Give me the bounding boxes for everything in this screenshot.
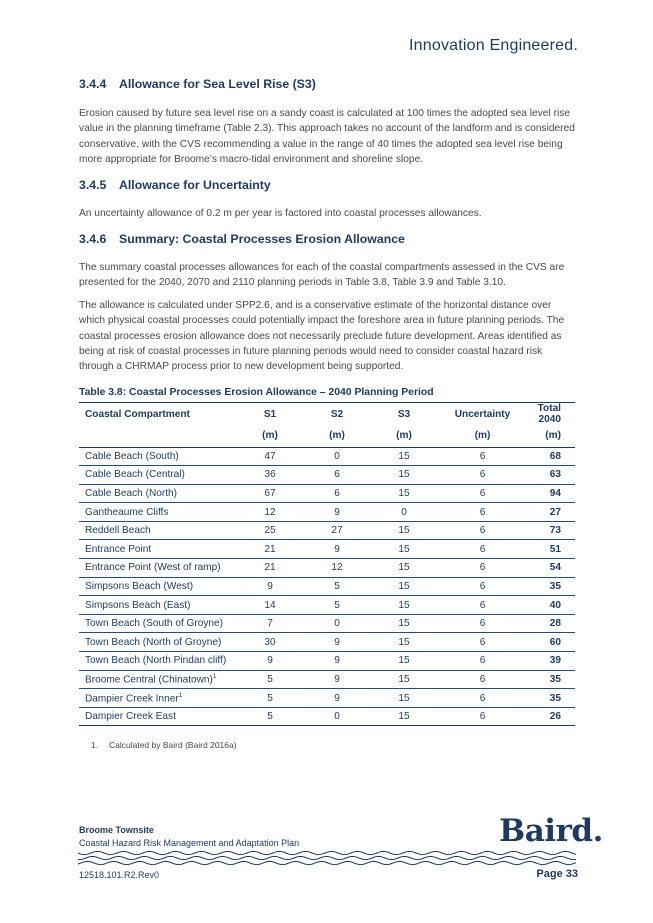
uncertainty-cell-text: 6 — [479, 487, 486, 499]
compartment-cell-text: Simpsons Beach (West) — [85, 580, 194, 592]
total-cell-text: 27 — [549, 506, 561, 518]
uncertainty-cell — [440, 503, 525, 522]
s3-cell-text: 15 — [398, 655, 410, 667]
s2-cell — [306, 540, 368, 559]
s1-cell-text: 5 — [267, 673, 273, 685]
s3-cell — [368, 633, 440, 652]
s2-cell — [306, 707, 368, 726]
s3-cell-text: 15 — [398, 673, 410, 685]
s3-cell — [368, 466, 440, 485]
s1-cell — [234, 540, 306, 559]
column-header: S2 — [330, 408, 344, 420]
total-cell — [525, 689, 575, 708]
s2-cell-text: 9 — [334, 673, 340, 685]
s1-cell — [234, 689, 306, 708]
table-header-row — [79, 403, 575, 426]
s3-cell — [368, 540, 440, 559]
s3-cell-text: 15 — [398, 618, 410, 630]
s2-cell-text: 9 — [334, 692, 340, 704]
s2-cell — [306, 689, 368, 708]
s1-cell-text: 36 — [264, 469, 276, 481]
s1-cell — [234, 614, 306, 633]
uncertainty-cell — [440, 540, 525, 559]
s1-cell-text: 9 — [267, 580, 273, 592]
s2-cell-text: 5 — [334, 580, 340, 592]
footnote-number: 1. — [91, 740, 99, 750]
footnote-marker: 1 — [212, 673, 217, 681]
total-cell — [525, 503, 575, 522]
uncertainty-cell — [440, 466, 525, 485]
s3-cell-text: 15 — [398, 580, 410, 592]
s2-cell — [306, 521, 368, 540]
s2-cell — [306, 559, 368, 578]
uncertainty-cell — [440, 707, 525, 726]
compartment-cell-text: Dampier Creek East — [85, 711, 176, 723]
uncertainty-cell-text: 6 — [479, 450, 486, 462]
s2-cell — [306, 484, 368, 503]
uncertainty-cell — [440, 559, 525, 578]
footnote-text: Calculated by Baird (Baird 2016a) — [109, 740, 237, 750]
compartment-cell — [79, 484, 234, 503]
uncertainty-cell — [440, 614, 525, 633]
s3-cell-text: 15 — [398, 711, 410, 723]
total-cell-text: 73 — [549, 525, 561, 537]
total-cell-text: 63 — [549, 469, 561, 481]
compartment-cell — [79, 521, 234, 540]
footer-document-title: Coastal Hazard Risk Management and Adaptation Plan — [79, 838, 300, 848]
s3-cell-text: 0 — [401, 506, 407, 518]
table-row — [79, 447, 575, 466]
compartment-cell — [79, 503, 234, 522]
s1-cell — [234, 503, 306, 522]
s3-cell — [368, 689, 440, 708]
s2-cell-text: 9 — [334, 636, 340, 648]
table-row — [79, 466, 575, 485]
s3-cell-text: 15 — [398, 599, 410, 611]
s3-cell-text: 15 — [398, 450, 410, 462]
compartment-cell — [79, 614, 234, 633]
total-cell — [525, 633, 575, 652]
s2-cell — [306, 670, 368, 689]
uncertainty-cell-text: 6 — [479, 673, 486, 685]
s2-cell-text: 9 — [334, 506, 340, 518]
s2-cell-text: 9 — [334, 543, 340, 555]
s1-cell — [234, 521, 306, 540]
column-header: Coastal Compartment — [85, 408, 190, 420]
s2-cell — [306, 614, 368, 633]
total-cell-text: 54 — [549, 562, 561, 574]
uncertainty-cell-text: 6 — [479, 543, 486, 555]
column-unit — [79, 425, 234, 447]
s1-cell-text: 14 — [264, 599, 276, 611]
uncertainty-cell-text: 6 — [479, 506, 486, 518]
compartment-cell-text: Cable Beach (South) — [85, 450, 179, 462]
baird-logo: Baird. — [499, 813, 603, 849]
s1-cell-text: 5 — [267, 692, 273, 704]
s3-cell-text: 15 — [398, 692, 410, 704]
compartment-cell — [79, 633, 234, 652]
total-cell — [525, 707, 575, 726]
compartment-cell — [79, 540, 234, 559]
table-row — [79, 577, 575, 596]
section-title: Summary: Coastal Processes Erosion Allowance — [119, 232, 405, 246]
header-tagline: Innovation Engineered. — [409, 37, 578, 54]
s3-cell — [368, 670, 440, 689]
uncertainty-cell — [440, 670, 525, 689]
uncertainty-cell-text: 6 — [479, 599, 486, 611]
s1-cell — [234, 484, 306, 503]
section-number: 3.4.6 — [79, 232, 107, 246]
table-row — [79, 503, 575, 522]
column-header: S3 — [397, 408, 411, 420]
compartment-cell — [79, 466, 234, 485]
table-row — [79, 484, 575, 503]
total-cell — [525, 652, 575, 671]
s3-cell — [368, 577, 440, 596]
total-cell-text: 35 — [549, 580, 561, 592]
compartment-cell — [79, 596, 234, 615]
paragraph: Erosion caused by future sea level rise on a sandy coast is calculated at 100 times the adopted sea level rise value in the planning timeframe (Table 2.3). This approach takes no account of the landform and is considered conservative, with the CVS recommending a value in the range of 40 times the adopted sea level rise being more appropriate for Broome’s macro-tidal environment and shoreline slope. — [79, 108, 575, 165]
uncertainty-cell-text: 6 — [479, 525, 486, 537]
uncertainty-cell — [440, 484, 525, 503]
page-number: Page 33 — [536, 868, 578, 880]
uncertainty-cell — [440, 577, 525, 596]
compartment-cell — [79, 577, 234, 596]
total-cell-text: 39 — [549, 655, 561, 667]
uncertainty-cell-text: 6 — [479, 562, 486, 574]
document-reference: 12518.101.R2.Rev0 — [79, 870, 160, 880]
total-cell-text: 35 — [549, 692, 561, 704]
table-row — [79, 521, 575, 540]
compartment-cell — [79, 652, 234, 671]
s1-cell — [234, 633, 306, 652]
s3-cell — [368, 559, 440, 578]
s3-cell-text: 15 — [398, 487, 410, 499]
wave-divider-icon — [78, 849, 576, 867]
section-number: 3.4.5 — [79, 178, 107, 192]
s1-cell — [234, 577, 306, 596]
s2-cell-text: 0 — [334, 711, 340, 723]
table-row — [79, 652, 575, 671]
compartment-cell — [79, 447, 234, 466]
column-header: Total 2040 — [537, 403, 561, 425]
compartment-cell-text: Reddell Beach — [85, 525, 151, 537]
s1-cell-text: 21 — [264, 543, 276, 555]
s3-cell — [368, 614, 440, 633]
s3-cell-text: 15 — [398, 636, 410, 648]
s3-cell — [368, 521, 440, 540]
uncertainty-cell-text: 6 — [479, 580, 486, 592]
total-cell — [525, 447, 575, 466]
uncertainty-cell — [440, 596, 525, 615]
s1-cell-text: 30 — [264, 636, 276, 648]
column-unit: (m) — [262, 430, 278, 442]
s2-cell-text: 6 — [334, 469, 340, 481]
uncertainty-cell — [440, 633, 525, 652]
s2-cell — [306, 577, 368, 596]
total-cell-text: 40 — [549, 599, 561, 611]
total-cell-text: 60 — [549, 636, 561, 648]
s2-cell-text: 5 — [334, 599, 340, 611]
uncertainty-cell — [440, 521, 525, 540]
total-cell-text: 94 — [549, 487, 561, 499]
uncertainty-cell-text: 6 — [479, 692, 486, 704]
s3-cell-text: 15 — [398, 469, 410, 481]
column-unit: (m) — [329, 430, 345, 442]
compartment-cell-text: Broome Central (Chinatown) — [85, 674, 213, 686]
table-footnote — [91, 740, 237, 750]
total-cell-text: 35 — [549, 673, 561, 685]
section-heading-3-4-4 — [79, 77, 316, 91]
compartment-cell — [79, 670, 234, 689]
s1-cell — [234, 447, 306, 466]
compartment-cell-text: Simpsons Beach (East) — [85, 599, 191, 611]
compartment-cell-text: Town Beach (North of Groyne) — [85, 636, 222, 648]
uncertainty-cell-text: 6 — [479, 711, 486, 723]
table-row — [79, 707, 575, 726]
s2-cell-text: 0 — [334, 450, 340, 462]
compartment-cell-text: Town Beach (South of Groyne) — [85, 618, 224, 630]
s2-cell — [306, 503, 368, 522]
s1-cell-text: 25 — [264, 525, 276, 537]
total-cell — [525, 484, 575, 503]
s2-cell — [306, 652, 368, 671]
s2-cell-text: 27 — [331, 525, 343, 537]
table-row — [79, 689, 575, 708]
s2-cell — [306, 596, 368, 615]
uncertainty-cell-text: 6 — [479, 469, 486, 481]
s2-cell — [306, 633, 368, 652]
compartment-cell — [79, 707, 234, 726]
compartment-cell-text: Dampier Creek Inner — [85, 693, 179, 705]
compartment-cell-text: Entrance Point (West of ramp) — [85, 562, 221, 574]
paragraph: The summary coastal processes allowances for each of the coastal compartments assessed in the CVS are presented for the 2040, 2070 and 2110 planning periods in Table 3.8, Table 3.9 and Table 3.10. — [79, 262, 565, 289]
compartment-cell-text: Gantheaume Cliffs — [85, 506, 169, 518]
paragraph: An uncertainty allowance of 0.2 m per year is factored into coastal processes allowances. — [79, 208, 482, 219]
s1-cell — [234, 670, 306, 689]
total-cell — [525, 596, 575, 615]
table-row — [79, 596, 575, 615]
s3-cell — [368, 652, 440, 671]
table-row — [79, 540, 575, 559]
s2-cell-text: 0 — [334, 618, 340, 630]
s3-cell-text: 15 — [398, 525, 410, 537]
column-header: Uncertainty — [454, 408, 511, 420]
section-heading-3-4-6 — [79, 232, 405, 246]
footnote-marker: 1 — [178, 691, 183, 699]
s1-cell — [234, 652, 306, 671]
total-cell — [525, 614, 575, 633]
s2-cell — [306, 466, 368, 485]
s1-cell — [234, 559, 306, 578]
s1-cell-text: 9 — [267, 655, 273, 667]
total-cell — [525, 559, 575, 578]
s2-cell — [306, 447, 368, 466]
compartment-cell-text: Entrance Point — [85, 543, 152, 555]
table-caption: Table 3.8: Coastal Processes Erosion Allowance – 2040 Planning Period — [79, 387, 434, 398]
s2-cell-text: 9 — [334, 655, 340, 667]
erosion-allowance-table — [79, 402, 575, 726]
s1-cell-text: 21 — [264, 562, 276, 574]
compartment-cell-text: Town Beach (North Pindan cliff) — [85, 655, 227, 667]
total-cell — [525, 466, 575, 485]
section-title: Allowance for Uncertainty — [119, 178, 271, 192]
compartment-cell-text: Cable Beach (North) — [85, 487, 178, 499]
section-number: 3.4.4 — [79, 77, 107, 91]
table-units-row — [79, 425, 575, 447]
table-row — [79, 559, 575, 578]
s3-cell — [368, 503, 440, 522]
compartment-cell — [79, 689, 234, 708]
s3-cell — [368, 596, 440, 615]
s3-cell — [368, 707, 440, 726]
paragraph: The allowance is calculated under SPP2.6, and is a conservative estimate of the horizontal distance over which physical coastal processes could potentially impact the foreshore area in future planning periods. The coastal processes erosion allowance does not necessarily preclude future development. Areas identified as being at risk of coastal processes in future planning periods would need to consider coastal hazard risk through a CHRMAP process prior to new development being supported. — [79, 300, 565, 373]
total-cell-text: 68 — [549, 450, 561, 462]
compartment-cell — [79, 559, 234, 578]
s3-cell — [368, 484, 440, 503]
total-cell — [525, 540, 575, 559]
table-row — [79, 633, 575, 652]
s1-cell — [234, 466, 306, 485]
column-unit: (m) — [474, 430, 491, 442]
s1-cell-text: 5 — [267, 711, 273, 723]
total-cell — [525, 670, 575, 689]
column-header: S1 — [263, 408, 277, 420]
section-heading-3-4-5 — [79, 178, 271, 192]
section-title: Allowance for Sea Level Rise (S3) — [119, 77, 316, 91]
s1-cell-text: 12 — [264, 506, 276, 518]
total-cell — [525, 577, 575, 596]
s1-cell-text: 67 — [264, 487, 276, 499]
s2-cell-text: 6 — [334, 487, 340, 499]
s1-cell-text: 47 — [264, 450, 276, 462]
total-cell-text: 26 — [549, 711, 561, 723]
s1-cell — [234, 596, 306, 615]
s3-cell-text: 15 — [398, 562, 410, 574]
s3-cell-text: 15 — [398, 543, 410, 555]
total-cell-text: 51 — [549, 543, 561, 555]
s1-cell-text: 7 — [267, 618, 273, 630]
s1-cell — [234, 707, 306, 726]
uncertainty-cell — [440, 652, 525, 671]
total-cell — [525, 521, 575, 540]
s3-cell — [368, 447, 440, 466]
footer-project-name: Broome Townsite — [79, 825, 154, 835]
compartment-cell-text: Cable Beach (Central) — [85, 469, 185, 481]
total-cell-text: 28 — [549, 618, 561, 630]
uncertainty-cell-text: 6 — [479, 655, 486, 667]
table-row — [79, 670, 575, 689]
column-unit: (m) — [545, 430, 561, 442]
table-row — [79, 614, 575, 633]
table-body — [79, 447, 575, 726]
column-unit: (m) — [396, 430, 412, 442]
s2-cell-text: 12 — [331, 562, 343, 574]
uncertainty-cell — [440, 447, 525, 466]
uncertainty-cell — [440, 689, 525, 708]
uncertainty-cell-text: 6 — [479, 618, 486, 630]
uncertainty-cell-text: 6 — [479, 636, 486, 648]
